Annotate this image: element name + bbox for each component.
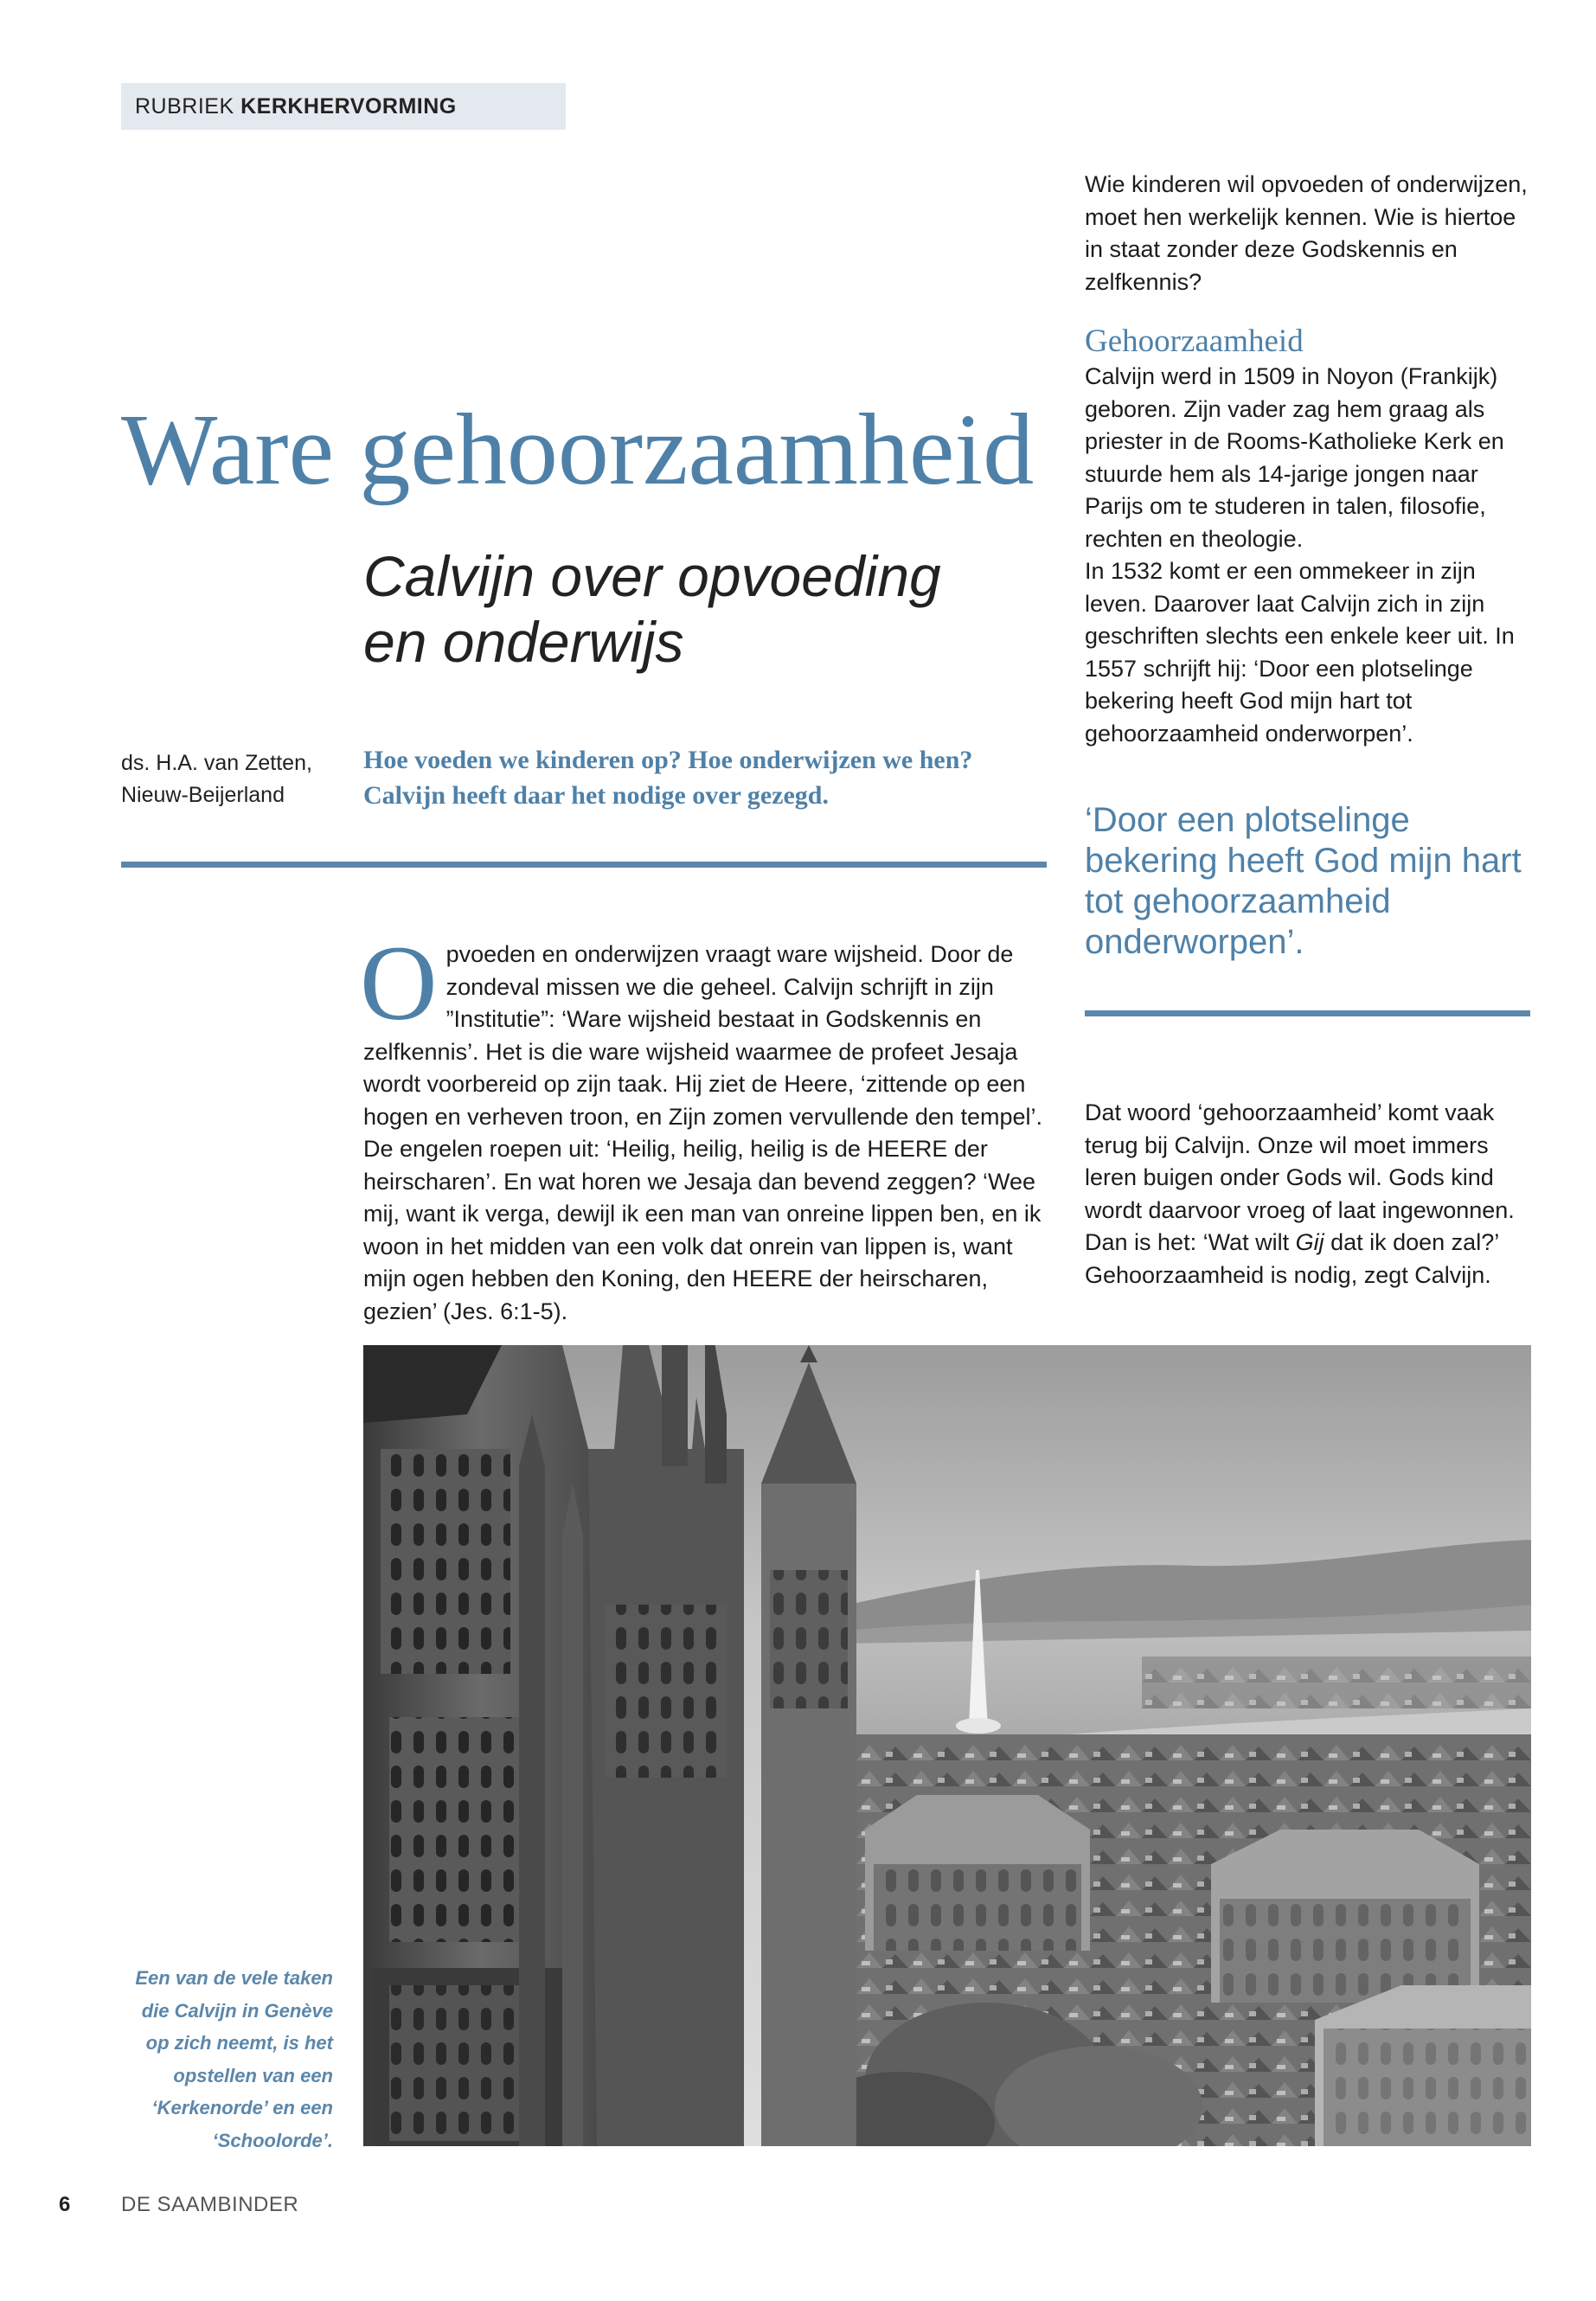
article-subtitle xyxy=(363,543,986,675)
subtitle-line: en onderwijs xyxy=(363,610,684,674)
geneva-cityscape-image xyxy=(363,1345,1531,2146)
rubric-label xyxy=(121,83,566,130)
column-intro-paragraph: Wie kinderen wil opvoeden of onderwijzen, moet hen werkelijk kennen. Wie is hiertoe in staat zonder deze Godskennis en zelfkennis? xyxy=(1085,171,1528,295)
rubric-prefix: RUBRIEK xyxy=(135,94,234,119)
photo-caption: Een van de vele taken die Calvijn in Genève op zich neemt, is het opstellen van een ‘Kerkenorde’ en een ‘Schoolorde’. xyxy=(135,1967,333,2151)
section-paragraph: Calvijn werd in 1509 in Noyon (Frankijk) geboren. Zijn vader zag hem graag als priester in de Rooms-Katholieke Kerk en stuurde hem als 14-jarige jongen naar Parijs om te studeren in talen, filosofie, rechten en theologie. xyxy=(1085,363,1504,552)
section-text xyxy=(1085,361,1535,750)
section-paragraph: In 1532 komt er een ommekeer in zijn leven. Daarover laat Calvijn zich in zijn geschriften slechts een enkele keer uit. In 1557 schrijft hij: ‘Door een plotselinge bekering heeft God mijn hart tot gehoorzaamheid onderworpen’. xyxy=(1085,558,1515,747)
article-photo xyxy=(363,1345,1531,2146)
rubric-category: KERKHERVORMING xyxy=(240,94,457,119)
paragraph-text: dat ik doen zal?’ Gehoorzaamheid is nodig, zegt Calvijn. xyxy=(1085,1229,1499,1288)
page-number: 6 xyxy=(59,2193,71,2216)
author-place: Nieuw-Beijerland xyxy=(121,783,285,807)
article-lead: Hoe voeden we kinderen op? Hoe onderwijzen we hen? Calvijn heeft daar het nodige over gezegd. xyxy=(363,746,973,810)
article-title: Ware gehoorzaamheid xyxy=(121,393,1035,506)
subtitle-line: Calvijn over opvoeding xyxy=(363,544,941,608)
pull-quote: ‘Door een plotselinge bekering heeft God mijn hart tot gehoorzaamheid onderworpen’. xyxy=(1085,801,1522,961)
divider-rule xyxy=(121,862,1047,868)
divider-rule xyxy=(1085,1010,1530,1016)
intro-text: pvoeden en onderwijzen vraagt ware wijsheid. Door de zondeval missen we die geheel. Calvijn schrijft in zijn ”Institutie”: ‘Ware wijsheid bestaat in Godskennis en zelfkennis’. Het is die ware wijsheid waarmee de profeet Jesaja wordt voorbereid op zijn taak. Hij ziet de Heere, ‘zittende op een hogen en verheven troon, en Zijn zomen vervullende den tempel’. De engelen roepen uit: ‘Heilig, heilig, heilig is de HEERE der heirscharen’. En wat horen we Jesaja dan bevend zeggen? ‘Wee mij, want ik verga, dewijl ik een man van onreine lippen ben, en ik woon in het midden van een volk dat onrein van lippen is, want mijn ogen hebben den Koning, den HEERE der heirscharen, gezien’ (Jes. 6:1-5). xyxy=(363,941,1042,1324)
emphasis-text: Gij xyxy=(1295,1229,1324,1255)
column-end-paragraph xyxy=(1085,1097,1535,1292)
intro-paragraph xyxy=(360,924,1048,1328)
author-byline xyxy=(121,747,346,811)
magazine-name: DE SAAMBINDER xyxy=(121,2193,299,2216)
drop-cap: O xyxy=(360,924,438,1042)
section-heading: Gehoorzaamheid xyxy=(1085,324,1304,359)
paragraph-text: Dat woord ‘gehoorzaamheid’ komt vaak terug bij Calvijn. Onze wil moet immers leren buigen onder Gods wil. Gods kind wordt daarvoor vroeg of laat ingewonnen. Dan is het: ‘Wat wilt xyxy=(1085,1099,1515,1255)
author-name: ds. H.A. van Zetten, xyxy=(121,751,312,775)
